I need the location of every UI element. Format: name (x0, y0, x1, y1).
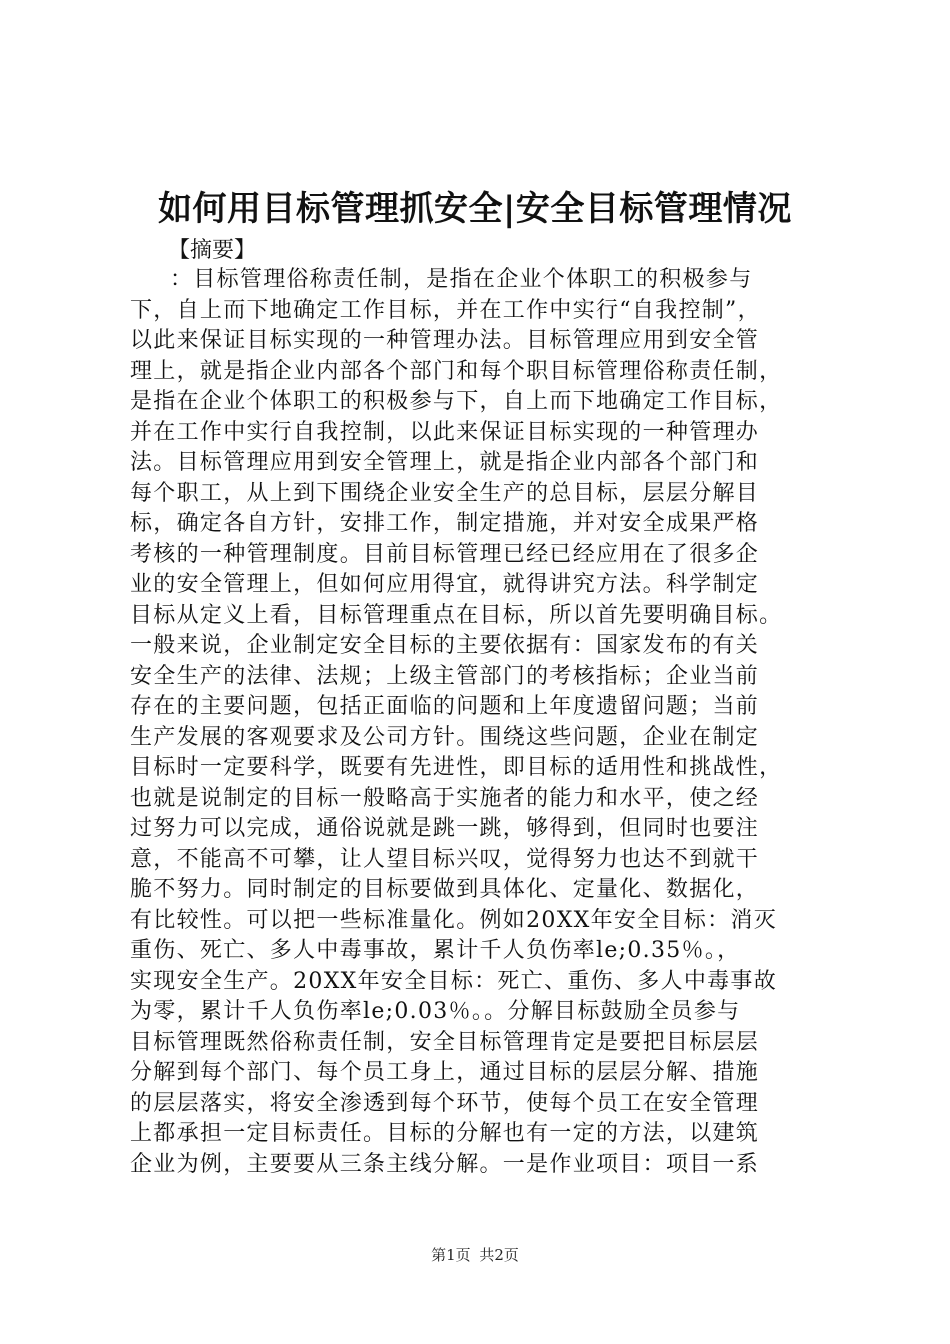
text-line: 企业为例，主要要从三条主线分解。一是作业项目：项目一系 (130, 1151, 760, 1177)
text-line: 是指在企业个体职工的积极参与下，自上而下地确定工作目标， (130, 389, 783, 414)
text-line: 重伤、死亡、多人中毒事故，累计千人负伤率le;0.35％。， (130, 938, 741, 963)
page-number: 第1页 (431, 1246, 471, 1264)
abstract-label: 【摘要】 (168, 238, 257, 263)
text-line: ：目标管理俗称责任制，是指在企业个体职工的积极参与 (170, 267, 753, 292)
text-line: 理上，就是指企业内部各个部门和每个职目标管理俗称责任制， (130, 358, 783, 384)
page-footer (0, 1245, 950, 1265)
text-line: 意，不能高不可攀，让人望目标兴叹，觉得努力也达不到就干 (130, 846, 760, 872)
text-line: 法。目标管理应用到安全管理上，就是指企业内部各个部门和 (130, 450, 760, 475)
text-line: 目标时一定要科学，既要有先进性，即目标的适用性和挑战性， (130, 755, 783, 780)
text-line: 上都承担一定目标责任。目标的分解也有一定的方法，以建筑 (130, 1121, 760, 1146)
text-line: 考核的一种管理制度。目前目标管理已经已经应用在了很多企 (130, 541, 760, 567)
text-line: 并在工作中实行自我控制，以此来保证目标实现的一种管理办 (130, 419, 760, 445)
text-line: 以此来保证目标实现的一种管理办法。目标管理应用到安全管 (130, 328, 760, 353)
body-text (130, 265, 830, 1180)
text-line: 生产发展的客观要求及公司方针。围绕这些问题，企业在制定 (130, 724, 760, 750)
page-total: 共2页 (479, 1246, 519, 1264)
text-line: 有比较性。可以把一些标准量化。例如20XX年安全目标：消灭 (130, 907, 778, 933)
text-line: 每个职工，从上到下围绕企业安全生产的总目标，层层分解目 (130, 480, 760, 506)
text-line: 标，确定各自方针，安排工作，制定措施，并对安全成果严格 (130, 511, 760, 536)
text-line: 业的安全管理上，但如何应用得宜，就得讲究方法。科学制定 (130, 572, 760, 597)
text-line: 为零，累计千人负伤率le;0.03％。。分解目标鼓励全员参与 (130, 999, 741, 1024)
text-line: 实现安全生产。20XX年安全目标：死亡、重伤、多人中毒事故 (130, 968, 778, 994)
text-line: 目标管理既然俗称责任制，安全目标管理肯定是要把目标层层 (130, 1029, 760, 1055)
text-line: 一般来说，企业制定安全目标的主要依据有：国家发布的有关 (130, 633, 760, 658)
text-line: 分解到每个部门、每个员工身上，通过目标的层层分解、措施 (130, 1060, 760, 1085)
text-line: 过努力可以完成，通俗说就是跳一跳，够得到，但同时也要注 (130, 816, 760, 841)
text-line: 下，自上而下地确定工作目标，并在工作中实行“自我控制”， (130, 297, 761, 323)
text-line: 脆不努力。同时制定的目标要做到具体化、定量化、数据化， (130, 877, 760, 902)
text-line: 存在的主要问题，包括正面临的问题和上年度遗留问题；当前 (130, 694, 760, 719)
text-line: 目标从定义上看，目标管理重点在目标，所以首先要明确目标。 (130, 602, 783, 628)
text-line: 的层层落实，将安全渗透到每个环节，使每个员工在安全管理 (130, 1090, 760, 1116)
document-title: 如何用目标管理抓安全|安全目标管理情况 (158, 189, 792, 229)
text-line: 也就是说制定的目标一般略高于实施者的能力和水平，使之经 (130, 785, 760, 811)
text-line: 安全生产的法律、法规；上级主管部门的考核指标；企业当前 (130, 663, 760, 689)
